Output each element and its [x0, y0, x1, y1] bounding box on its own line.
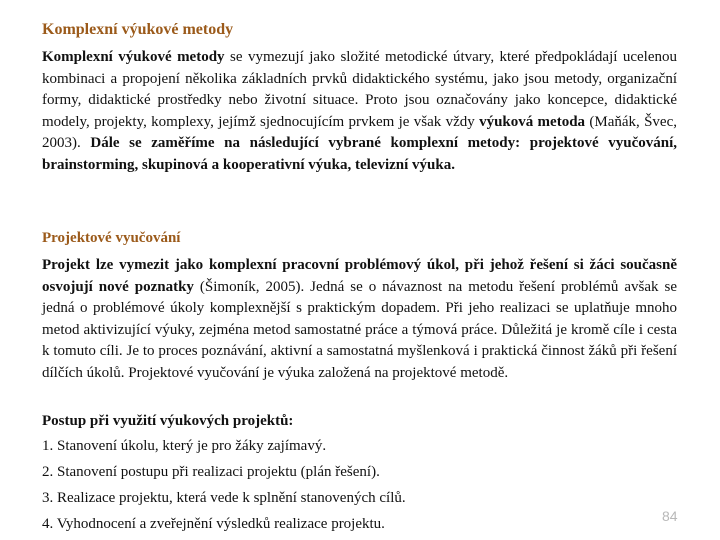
paragraph-text: se vymezují jako složité metodické útvary, které předpokládají ucelenou kombinaci a propojení několika základních prvků didaktického systému, jako jsou metody, organizační formy, didaktické prostředky nebo životní situace. Proto jsou označovány jako koncepce, didaktické modely, projekty, komplexy, jejímž sjednocujícím prvkem je však vždy [42, 49, 677, 130]
list-item: 4. Vyhodnocení a zveřejnění výsledků realizace projektu. [42, 516, 385, 532]
section-title-complex-methods: Komplexní výukové metody [42, 21, 234, 38]
definition-text: Projekt lze vymezit jako komplexní pracovní problémový úkol, při jehož řešení si žáci současně osvojují nové poznatky [42, 257, 677, 295]
list-item: 2. Stanovení postupu při realizaci projektu (plán řešení). [42, 464, 380, 480]
list-item: 1. Stanovení úkolu, který je pro žáky zajímavý. [42, 438, 327, 454]
lead-term: Komplexní výukové metody [42, 49, 225, 65]
key-term: výuková metoda [479, 113, 586, 130]
paragraph-text: (Šimoník, 2005). Jedná se o návaznost na metodu řešení problémů avšak se jedná o problémové úkoly komplexnější s praktickým dopadem. Při jeho realizaci se uplatňuje mnoho metod aktivizující výuky, zejména metod samostatné práce a týmová práce. Důležitá je kromě cíle i cesta k tomuto cíli. Je to proces poznávání, aktivní a samostatná myšlenková i praktická činnost žáků při řešení dílčích úkolů. Projektové vyučování je výuka založená na projektové metodě. [42, 278, 677, 381]
citation-text: (Maňák, Švec, 2003). [42, 113, 677, 151]
page-number: 84 [662, 508, 678, 524]
project-steps-list [42, 409, 677, 537]
steps-heading: Postup při využití výukových projektů: [42, 413, 294, 429]
project-teaching-paragraph [42, 255, 677, 384]
focus-sentence: Dále se zaměříme na následující vybrané komplexní metody: projektové vyučování, brainstorming, skupinová a kooperativní výuka, televizní výuka. [42, 135, 677, 173]
complex-methods-paragraph [42, 47, 677, 176]
section-title-project-teaching: Projektové vyučování [42, 230, 181, 246]
list-item: 3. Realizace projektu, která vede k splnění stanovených cílů. [42, 490, 406, 506]
